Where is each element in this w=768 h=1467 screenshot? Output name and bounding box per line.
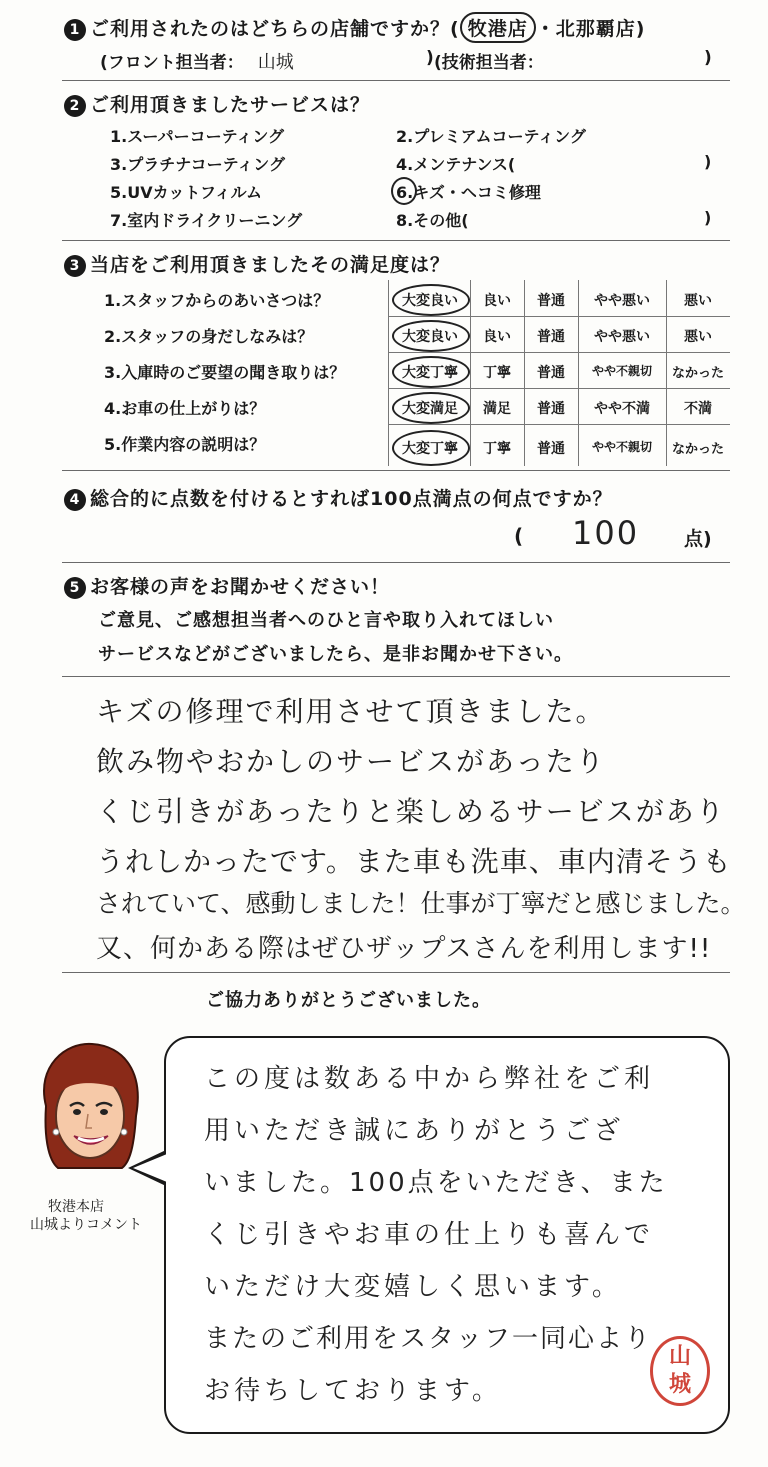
q2-option-7: 7.室内ドライクリーニング bbox=[110, 211, 303, 230]
q3-row-label: 3.入庫時のご要望の聞き取りは？ bbox=[104, 363, 346, 382]
q2-option-6: 6.キズ・ヘコミ修理 bbox=[396, 183, 541, 202]
q3-cell: 普通 bbox=[537, 365, 565, 381]
comment-line: いました。100点をいただき、また bbox=[204, 1168, 668, 1198]
q5-thanks: ご協力ありがとうございました。 bbox=[206, 990, 491, 1011]
q3-cell: 大変良い bbox=[402, 329, 458, 345]
q4-score: 100 bbox=[572, 514, 640, 552]
q3-cell: なかった bbox=[671, 442, 724, 457]
q3-cell: なかった bbox=[671, 366, 724, 381]
q1-front-label: (フロント担当者： bbox=[100, 53, 244, 73]
q3-selected-circle bbox=[392, 320, 470, 352]
q5-sub2: サービスなどがございましたら、是非お聞かせ下さい。 bbox=[98, 644, 573, 665]
q2-option-3: 3.プラチナコーティング bbox=[110, 155, 285, 174]
q4-text: 総合的に点数を付けるとすれば100点満点の何点ですか？ bbox=[90, 488, 613, 510]
voice-line: されていて、感動しました！仕事が丁寧だと感じました。 bbox=[96, 889, 746, 918]
comment-line: お待ちしております。 bbox=[204, 1376, 502, 1406]
q3-cell: 不満 bbox=[684, 401, 712, 417]
q3-cell: 普通 bbox=[537, 401, 565, 417]
q3-cell: 大変良い bbox=[402, 293, 458, 309]
q1-close: ) bbox=[635, 18, 646, 40]
q3-selected-circle bbox=[392, 392, 470, 424]
q3-row-label: 1.スタッフからのあいさつは？ bbox=[104, 291, 330, 310]
q3-cell: 悪い bbox=[684, 293, 712, 309]
table-row-line bbox=[388, 424, 730, 425]
seal-stamp bbox=[650, 1336, 710, 1406]
q2-option-4: 4.メンテナンス( bbox=[396, 155, 516, 174]
staff-author: 山城よりコメント bbox=[30, 1217, 142, 1233]
comment-line: この度は数ある中から弊社をご利 bbox=[204, 1064, 655, 1094]
q3-cell: やや悪い bbox=[594, 293, 650, 309]
q3-selected-circle bbox=[392, 430, 470, 466]
divider bbox=[62, 80, 730, 81]
q3-cell: 丁寧 bbox=[483, 441, 511, 457]
divider bbox=[62, 240, 730, 241]
q3-cell: やや不親切 bbox=[591, 364, 652, 378]
q3-cell: やや不満 bbox=[594, 401, 650, 417]
q1-store-other: 北那覇店 bbox=[555, 18, 636, 40]
q3-heading bbox=[64, 250, 450, 277]
q1-front-close: ) bbox=[426, 48, 434, 68]
voice-line: 又、何かある際はぜひザップスさんを利用します!! bbox=[96, 934, 712, 964]
q1-staff-row bbox=[100, 48, 720, 74]
q3-number: 3 bbox=[64, 255, 86, 277]
q4-number: 4 bbox=[64, 489, 86, 511]
q3-cell: やや不親切 bbox=[591, 440, 652, 454]
q1-front-value: 山城 bbox=[257, 52, 294, 73]
q3-cell: 満足 bbox=[483, 401, 511, 417]
q4-heading bbox=[64, 484, 613, 511]
q1-tech-label: (技術担当者： bbox=[434, 53, 544, 73]
q2-option-8-close: ) bbox=[704, 208, 712, 227]
q3-row-label: 2.スタッフの身だしなみは？ bbox=[104, 327, 314, 346]
q3-cell: 良い bbox=[483, 293, 511, 309]
q2-option-5: 5.UVカットフィルム bbox=[110, 183, 263, 202]
divider bbox=[62, 562, 730, 563]
divider bbox=[62, 676, 730, 677]
q5-text: お客様の声をお聞かせください！ bbox=[90, 576, 391, 598]
q3-text: 当店をご利用頂きましたその満足度は？ bbox=[90, 254, 451, 276]
q5-sub1: ご意見、ご感想担当者へのひと言や取り入れてほしい bbox=[98, 610, 554, 631]
voice-line: くじ引きがあったりと楽しめるサービスがあり bbox=[96, 795, 726, 828]
bubble-tail-inner bbox=[133, 1154, 167, 1182]
staff-store: 牧港本店 bbox=[48, 1199, 104, 1215]
q2-number: 2 bbox=[64, 95, 86, 117]
table-col-line bbox=[388, 280, 389, 466]
table-row-line bbox=[388, 352, 730, 353]
q3-cell: 大変丁寧 bbox=[402, 441, 458, 457]
q4-open: ( bbox=[514, 524, 524, 548]
comment-line: いただけ大変嬉しく思います。 bbox=[204, 1272, 622, 1302]
voice-line: うれしかったです。また車も洗車、車内清そうも bbox=[96, 845, 732, 878]
q1-text: ご利用されたのはどちらの店舗ですか？( bbox=[90, 18, 460, 40]
q3-cell: 良い bbox=[483, 329, 511, 345]
q5-number: 5 bbox=[64, 577, 86, 599]
q1-tech-close: ) bbox=[704, 48, 712, 68]
divider bbox=[62, 470, 730, 471]
q3-cell: 普通 bbox=[537, 329, 565, 345]
q3-cell: 普通 bbox=[537, 293, 565, 309]
comment-line: くじ引きやお車の仕上りも喜んで bbox=[204, 1220, 655, 1250]
comment-line: 用いただき誠にありがとうござ bbox=[204, 1116, 625, 1146]
q2-option-4-close: ) bbox=[704, 152, 712, 171]
q4-unit: 点) bbox=[684, 528, 712, 550]
voice-line: 飲み物やおかしのサービスがあったり bbox=[96, 745, 606, 778]
q3-cell: 大変満足 bbox=[402, 401, 458, 417]
seal-stamp-text: 山城 bbox=[668, 1344, 691, 1397]
q2-option-2: 2.プレミアムコーティング bbox=[396, 127, 586, 146]
q2-heading bbox=[64, 90, 370, 117]
q5-heading bbox=[64, 572, 390, 599]
q1-separator: ・ bbox=[535, 18, 556, 40]
table-row-line bbox=[388, 316, 730, 317]
q1-number: 1 bbox=[64, 19, 86, 41]
q3-selected-circle bbox=[392, 284, 470, 316]
voice-line: キズの修理で利用させて頂きました。 bbox=[96, 695, 606, 728]
q2-option-8: 8.その他( bbox=[396, 211, 469, 230]
q2-option-1: 1.スーパーコーティング bbox=[110, 127, 285, 146]
q3-cell: 悪い bbox=[684, 329, 712, 345]
q1-store-selected: 牧港店 bbox=[460, 12, 536, 43]
comment-line: またのご利用をスタッフ一同心より bbox=[204, 1324, 653, 1354]
q3-selected-circle bbox=[392, 356, 470, 388]
q3-row-label: 5.作業内容の説明は？ bbox=[104, 435, 266, 454]
q3-cell: 普通 bbox=[537, 441, 565, 457]
q3-cell: 丁寧 bbox=[483, 365, 511, 381]
q2-text: ご利用頂きましたサービスは？ bbox=[90, 94, 371, 116]
q2-selected-circle bbox=[391, 177, 417, 205]
table-row-line bbox=[388, 388, 730, 389]
q3-cell: やや悪い bbox=[594, 329, 650, 345]
q3-row-label: 4.お車の仕上がりは？ bbox=[104, 399, 266, 418]
q3-cell: 大変丁寧 bbox=[402, 365, 458, 381]
divider bbox=[62, 972, 730, 973]
q1-heading bbox=[64, 12, 645, 43]
